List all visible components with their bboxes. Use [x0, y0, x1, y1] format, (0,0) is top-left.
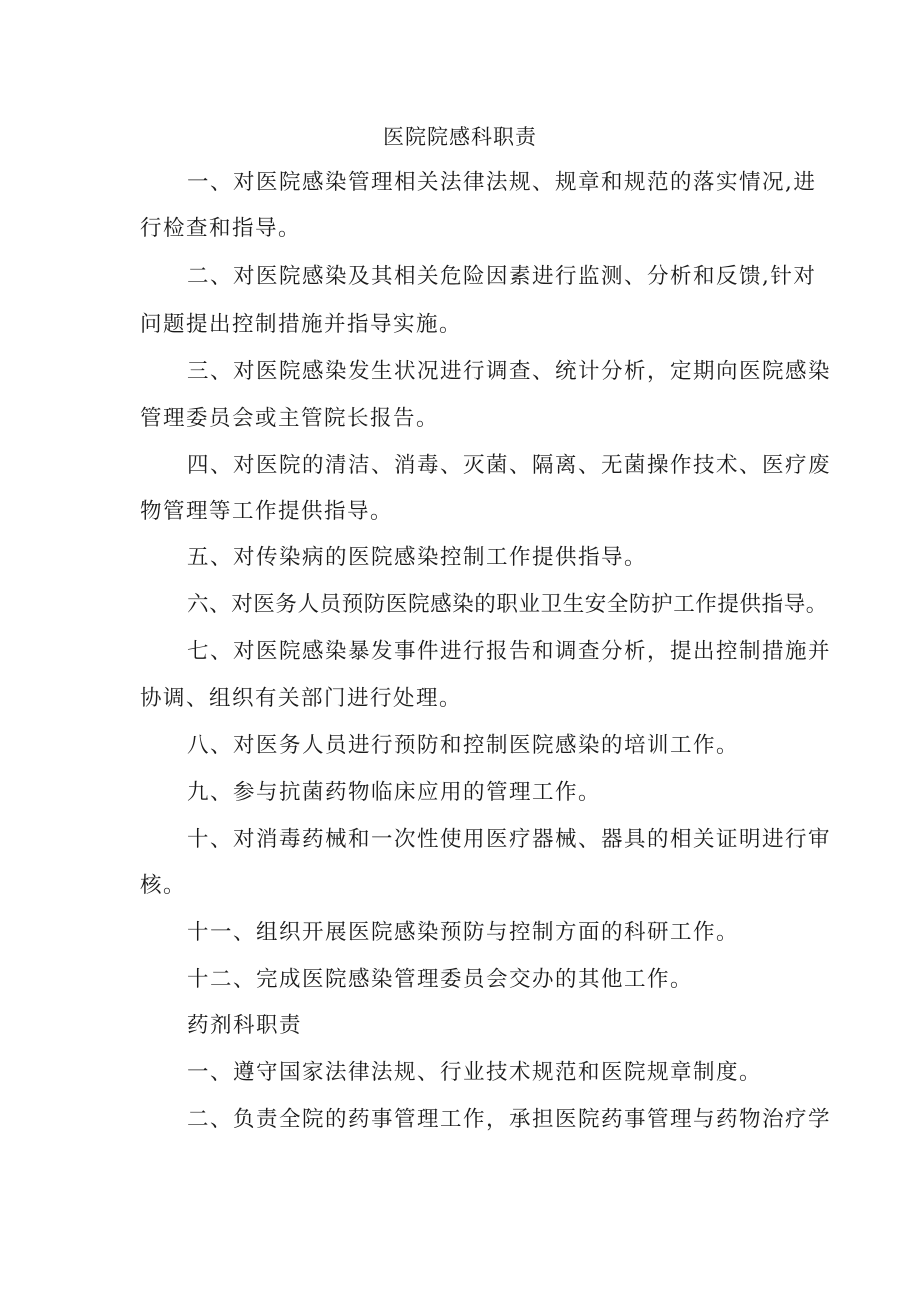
section-heading: 药剂科职责 [187, 1013, 303, 1038]
text-line: 三、对医院感染发生状况进行调查、统计分析，定期向医院感染 [187, 359, 832, 384]
text-line: 八、对医务人员进行预防和控制医院感染的培训工作。 [187, 733, 740, 758]
text-line: 九、参与抗菌药物临床应用的管理工作。 [187, 780, 602, 805]
text-line: 问题提出控制措施并指导实施。 [140, 312, 463, 337]
text-line: 一、遵守国家法律法规、行业技术规范和医院规章制度。 [187, 1060, 763, 1085]
text-line: 十二、完成医院感染管理委员会交办的其他工作。 [187, 967, 694, 992]
text-line: 二、负责全院的药事管理工作，承担医院药事管理与药物治疗学 [187, 1107, 832, 1132]
text-line: 七、对医院感染暴发事件进行报告和调查分析，提出控制措施并 [187, 639, 832, 664]
text-line: 十一、组织开展医院感染预防与控制方面的科研工作。 [187, 920, 740, 945]
text-line: 五、对传染病的医院感染控制工作提供指导。 [187, 545, 648, 570]
text-line: 二、对医院感染及其相关危险因素进行监测、分析和反馈,针对 [187, 264, 817, 289]
text-line: 六、对医务人员预防医院感染的职业卫生安全防护工作提供指导。 [187, 592, 828, 617]
text-line: 十、对消毒药械和一次性使用医疗器械、器具的相关证明进行审 [187, 827, 832, 852]
text-line: 一、对医院感染管理相关法律法规、规章和规范的落实情况,进 [187, 170, 817, 195]
text-line: 四、对医院的清洁、消毒、灭菌、隔离、无菌操作技术、医疗废 [187, 453, 832, 478]
page-title: 医院院感科职责 [383, 125, 537, 149]
text-line: 协调、组织有关部门进行处理。 [140, 686, 463, 711]
text-line: 行检查和指导。 [140, 216, 302, 241]
text-line: 管理委员会或主管院长报告。 [140, 406, 440, 431]
text-line: 物管理等工作提供指导。 [140, 499, 394, 524]
text-line: 核。 [140, 873, 187, 898]
